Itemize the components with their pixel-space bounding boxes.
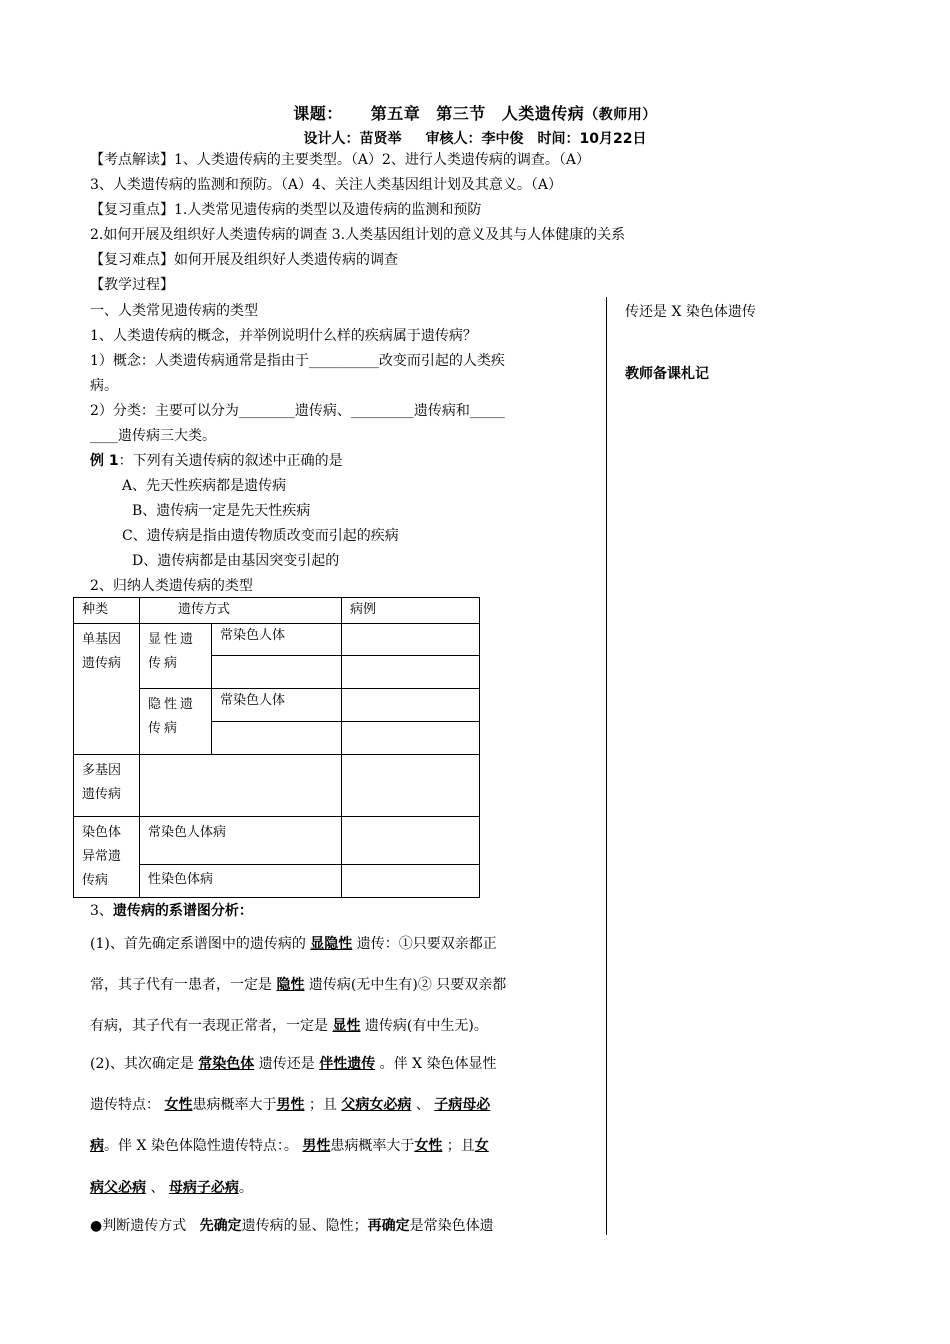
kaodian-line-2: 3、人类遗传病的监测和预防。（A）4、关注人类基因组计划及其意义。（A） [90,177,563,193]
dominant-case-cell-1[interactable] [342,624,480,656]
classification-line-2: ____遗传病三大类。 [90,428,216,444]
dominant-autosome-cell: 常染色人体 [212,624,342,656]
nandian-line: 【复习难点】如何开展及组织好人类遗传病的调查 [90,252,398,268]
text: 患病概率大于 [330,1138,415,1154]
text: 遗传还是 [258,1056,315,1072]
answer-rule-3-end: 病父必病 [90,1180,146,1196]
pedigree-line-1 [90,934,497,954]
designer: 设计人：苗贤举 [303,131,402,147]
classification-line-1: 2）分类：主要可以分为________遗传病、_________遗传病和_____ [90,403,505,419]
pedigree-line-5 [90,1095,490,1115]
title-topic: 人类遗传病 [501,104,585,123]
sidebar-continuation: 传还是 X 染色体遗传 [625,304,756,320]
pedigree-line-4 [90,1054,497,1074]
answer-dominant: 显性 [332,1018,361,1034]
answer-rule-4: 母病子必病 [168,1180,239,1196]
text: 遗传：①只要双亲都正 [356,936,497,952]
text: 。 [238,1180,253,1196]
polygenic-case-cell[interactable] [342,755,480,817]
kaodian-line-1: 【考点解读】1、人类遗传病的主要类型。（A）2、进行人类遗传病的调查。（A） [90,152,591,168]
text: 常，其子代有一患者，一定是 [90,977,272,993]
teacher-notes-heading: 教师备课札记 [625,366,709,382]
text: 。伴 X 染色体显性 [379,1056,497,1072]
dominant-cell: 显性遗传病 [140,624,212,689]
answer-male-2: 男性 [302,1138,331,1154]
single-gene-cell: 单基因遗传病 [74,624,140,755]
title-section: 第三节 [436,104,486,123]
answer-sex-linked: 伴性遗传 [319,1056,376,1072]
answer-autosomal: 常染色体 [198,1056,255,1072]
concept-line-2: 病。 [90,378,118,394]
pedigree-heading-num: 3、 [90,903,113,919]
zhongdian-line-1: 【复习重点】1.人类常见遗传病的类型以及遗传病的监测和预防 [90,202,482,218]
answer-male: 男性 [276,1097,305,1113]
title-suffix: （教师用） [584,107,657,123]
zhongdian-line-2: 2.如何开展及组织好人类遗传病的调查 3.人类基因组计划的意义及其与人体健康的关系 [90,227,626,243]
polygenic-cell: 多基因遗传病 [74,755,140,817]
example-label: 例 1 [90,453,119,469]
recessive-case-cell-2[interactable] [342,722,480,755]
reviewer: 审核人：李中俊 [425,131,524,147]
first-determine: 先确定 [199,1218,242,1234]
sex-chromosome-disease-cell: 性染色体病 [140,864,342,897]
column-divider [606,297,607,1235]
section-heading: 一、人类常见遗传病的类型 [90,303,258,319]
option-a: A、先天性疾病都是遗传病 [122,478,287,494]
text: 、 [150,1180,165,1196]
text: 。伴 X 染色体隐性遗传特点：。 [104,1138,298,1154]
text: 、 [415,1097,430,1113]
autosomal-disease-cell: 常染色人体病 [140,817,342,865]
sex-chromosome-case-cell[interactable] [342,864,480,897]
recessive-autosome-cell: 常染色人体 [212,689,342,722]
polygenic-mode-cell[interactable] [140,755,342,817]
disease-type-table [73,597,480,898]
pedigree-line-6 [90,1136,489,1156]
header-mode: 遗传方式 [140,598,342,624]
title-chapter: 第五章 [370,104,421,123]
text: (2)、其次确定是 [90,1056,194,1072]
recessive-cell: 隐性遗传病 [140,689,212,755]
text: (1)、首先确定系谱图中的遗传病的 [90,936,306,952]
answer-rule-2: 子病母必 [434,1097,491,1113]
text: 遗传特点： [90,1097,160,1113]
recessive-case-cell-1[interactable] [342,689,480,722]
answer-female: 女性 [164,1097,193,1113]
pedigree-heading [90,901,253,921]
answer-rule-3: 女 [474,1138,489,1154]
title-prefix: 课题： [293,104,343,123]
text: 遗传病(无中生有)② 只要双亲都 [308,977,507,993]
text: 遗传病的显、隐性； [241,1218,368,1234]
header-case: 病例 [342,598,480,624]
answer-rule-1: 父病女必病 [341,1097,412,1113]
dominant-case-cell-2[interactable] [342,656,480,689]
text: 遗传病(有中生无)。 [364,1018,488,1034]
example-1 [90,451,343,471]
text: ●判断遗传方式 [90,1218,187,1234]
dominant-mode-cell-2[interactable] [212,656,342,689]
page-title [0,101,950,124]
option-c: C、遗传病是指由遗传物质改变而引起的疾病 [122,528,399,544]
pedigree-heading-text: 遗传病的系谱图分析： [112,903,253,919]
pedigree-line-3 [90,1016,488,1036]
text: ；且 [308,1097,337,1113]
author-info [0,128,950,148]
recessive-mode-cell-2[interactable] [212,722,342,755]
pedigree-line-8 [90,1216,494,1236]
answer-recessive: 隐性 [276,977,305,993]
pedigree-line-7 [90,1178,253,1198]
answer-female-2: 女性 [414,1138,443,1154]
text: 有病，其子代有一表现正常者，一定是 [90,1018,328,1034]
chromosomal-cell: 染色体异常遗传病 [74,817,140,898]
text: ；且 [446,1138,475,1154]
date: 时间：10月22日 [537,131,647,147]
header-type: 种类 [74,598,140,624]
concept-line-1: 1）概念：人类遗传病通常是指由于__________改变而引起的人类疾 [90,353,505,369]
pedigree-line-2 [90,975,506,995]
question-1: 1、人类遗传病的概念，并举例说明什么样的疾病属于遗传病？ [90,328,477,344]
example-text: ：下列有关遗传病的叙述中正确的是 [118,453,343,469]
option-b: B、遗传病一定是先天性疾病 [132,503,311,519]
answer-dominance: 显隐性 [310,936,353,952]
text: 是常染色体遗 [409,1218,494,1234]
question-2: 2、归纳人类遗传病的类型 [90,578,253,594]
autosomal-case-cell[interactable] [342,817,480,865]
answer-rule-2-end: 病 [90,1138,104,1154]
option-d: D、遗传病都是由基因突变引起的 [132,553,340,569]
text: 患病概率大于 [192,1097,277,1113]
process-heading: 【教学过程】 [90,277,174,293]
then-determine: 再确定 [367,1218,410,1234]
